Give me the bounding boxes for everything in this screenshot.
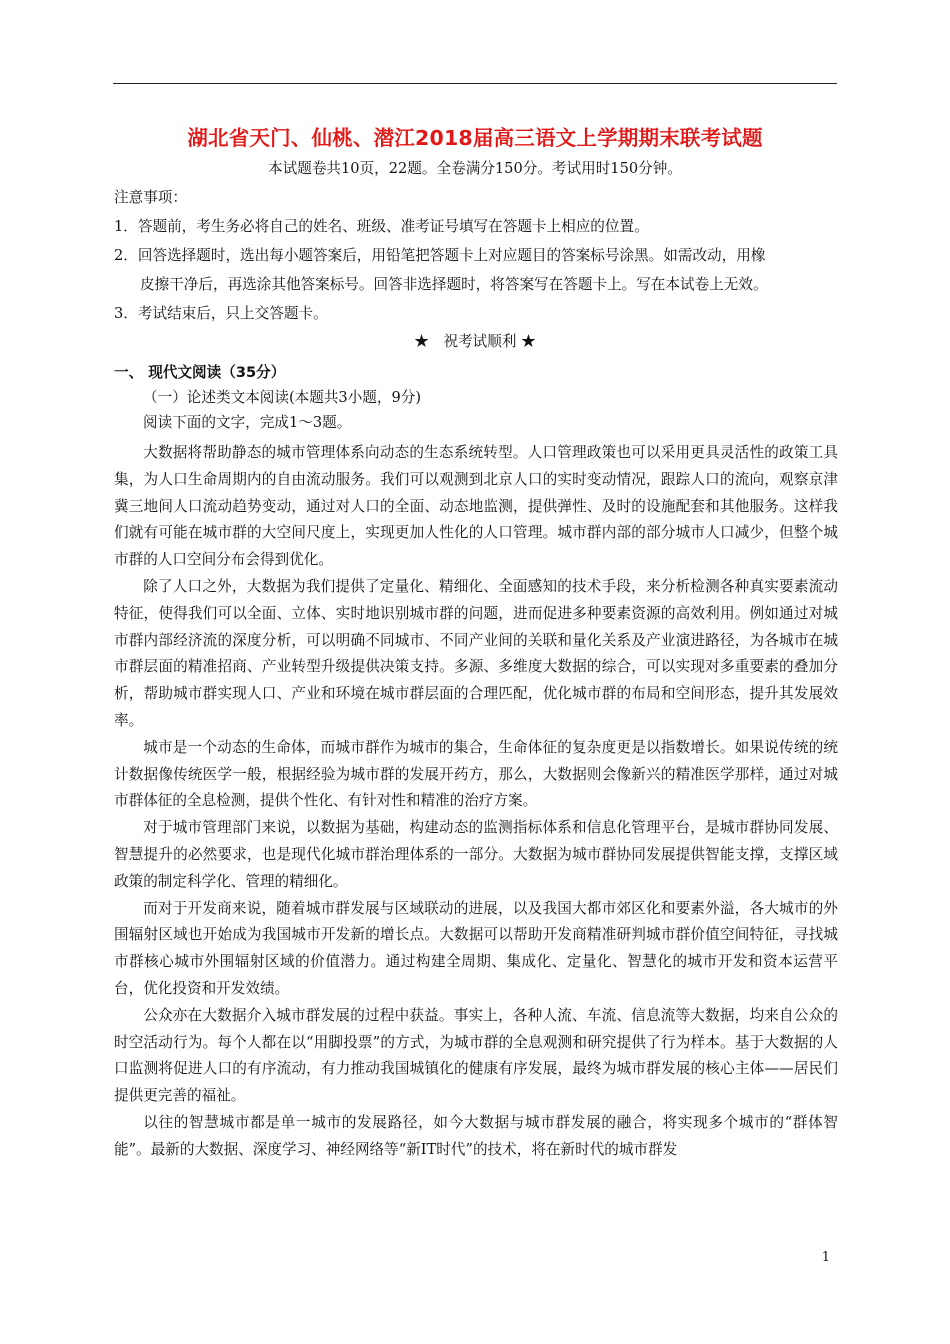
reading-instruction: 阅读下面的文字，完成1～3题。 — [143, 414, 352, 431]
sub-section-heading: （一）论述类文本阅读(本题共3小题，9分) — [143, 389, 422, 406]
passage-paragraph: 除了人口之外，大数据为我们提供了定量化、精细化、全面感知的技术手段，来分析检测各种真实要素流动特征，使得我们可以全面、立体、实时地识别城市群的问题，进而促进多种要素资源的高效利用。例如通过对城市群内部经济流的深度分析，可以明确不同城市、不同产业间的关联和量化关系及产业演进路径，为各城市在城市群层面的精准招商、产业转型升级提供决策支持。多源、多维度大数据的综合，可以实现对多重要素的叠加分析，帮助城市群实现人口、产业和环境在城市群层面的合理匹配，优化城市群的布局和空间形态，提升其发展效率。 — [114, 577, 838, 729]
page-number: 1 — [821, 1250, 830, 1265]
blessing-line: ★ 祝考试顺利 ★ — [414, 333, 536, 350]
notice-item-2-line-2: 皮擦干净后，再选涂其他答案标号。回答非选择题时，将答案写在答题卡上。写在本试卷上无效。 — [140, 276, 768, 293]
passage-paragraph: 而对于开发商来说，随着城市群发展与区域联动的进展，以及我国大都市郊区化和要素外溢，各大城市的外围辐射区域也开始成为我国城市开发新的增长点。大数据可以帮助开发商精准研判城市群价值空间特征，寻找城市群核心城市外围辐射区域的价值潜力。通过构建全周期、集成化、定量化、智慧化的城市开发和资本运营平台，优化投资和开发效绩。 — [114, 899, 838, 997]
passage-paragraph: 公众亦在大数据介入城市群发展的过程中获益。事实上，各种人流、车流、信息流等大数据，均来自公众的时空活动行为。每个人都在以“用脚投票”的方式，为城市群的全息观测和研究提供了行为样本。基于大数据的人口监测将促进人口的有序流动，有力推动我国城镇化的健康有序发展，最终为城市群发展的核心主体——居民们提供更完善的福祉。 — [114, 1006, 838, 1105]
notice-heading: 注意事项： — [114, 189, 187, 206]
notice-item-1: 1．答题前，考生务必将自己的姓名、班级、准考证号填写在答题卡上相应的位置。 — [114, 218, 649, 235]
header-rule — [113, 83, 837, 84]
passage-paragraph: 对于城市管理部门来说，以数据为基础，构建动态的监测指标体系和信息化管理平台，是城市群协同发展、智慧提升的必然要求，也是现代化城市群治理体系的一部分。大数据为城市群协同发展提供智能支撑，支撑区域政策的制定科学化、管理的精细化。 — [114, 819, 838, 890]
passage-paragraph: 以往的智慧城市都是单一城市的发展路径，如今大数据与城市群发展的融合，将实现多个城市的“群体智能”。最新的大数据、深度学习、神经网络等“新IT时代”的技术，将在新时代的城市群发 — [114, 1113, 838, 1158]
notice-item-3: 3．考试结束后，只上交答题卡。 — [114, 305, 328, 322]
exam-subtitle: 本试题卷共10页，22题。全卷满分150分。考试用时150分钟。 — [268, 160, 682, 177]
passage-paragraph: 大数据将帮助静态的城市管理体系向动态的生态系统转型。人口管理政策也可以采用更具灵活性的政策工具集，为人口生命周期内的自由流动服务。我们可以观测到北京人口的实时变动情况，跟踪人口的流向，观察京津冀三地间人口流动趋势变动，通过对人口的全面、动态地监测，提供弹性、及时的设施配套和其他服务。这样我们就有可能在城市群的大空间尺度上，实现更加人性化的人口管理。城市群内部的部分城市人口减少，但整个城市群的人口空间分布会得到优化。 — [114, 444, 838, 569]
exam-title: 湖北省天门、仙桃、潜江2018届高三语文上学期期末联考试题 — [187, 126, 763, 150]
notice-item-2-line-1: 2．回答选择题时，选出每小题答案后，用铅笔把答题卡上对应题目的答案标号涂黑。如需改动，用橡 — [114, 247, 766, 264]
section-heading: 一、 现代文阅读（35分） — [114, 364, 286, 381]
reading-passage — [114, 440, 838, 1164]
passage-paragraph: 城市是一个动态的生命体，而城市群作为城市的集合，生命体征的复杂度更是以指数增长。如果说传统的统计数据像传统医学一般，根据经验为城市群的发展开药方，那么，大数据则会像新兴的精准医学那样，通过对城市群体征的全息检测，提供个性化、有针对性和精准的治疗方案。 — [114, 738, 838, 810]
